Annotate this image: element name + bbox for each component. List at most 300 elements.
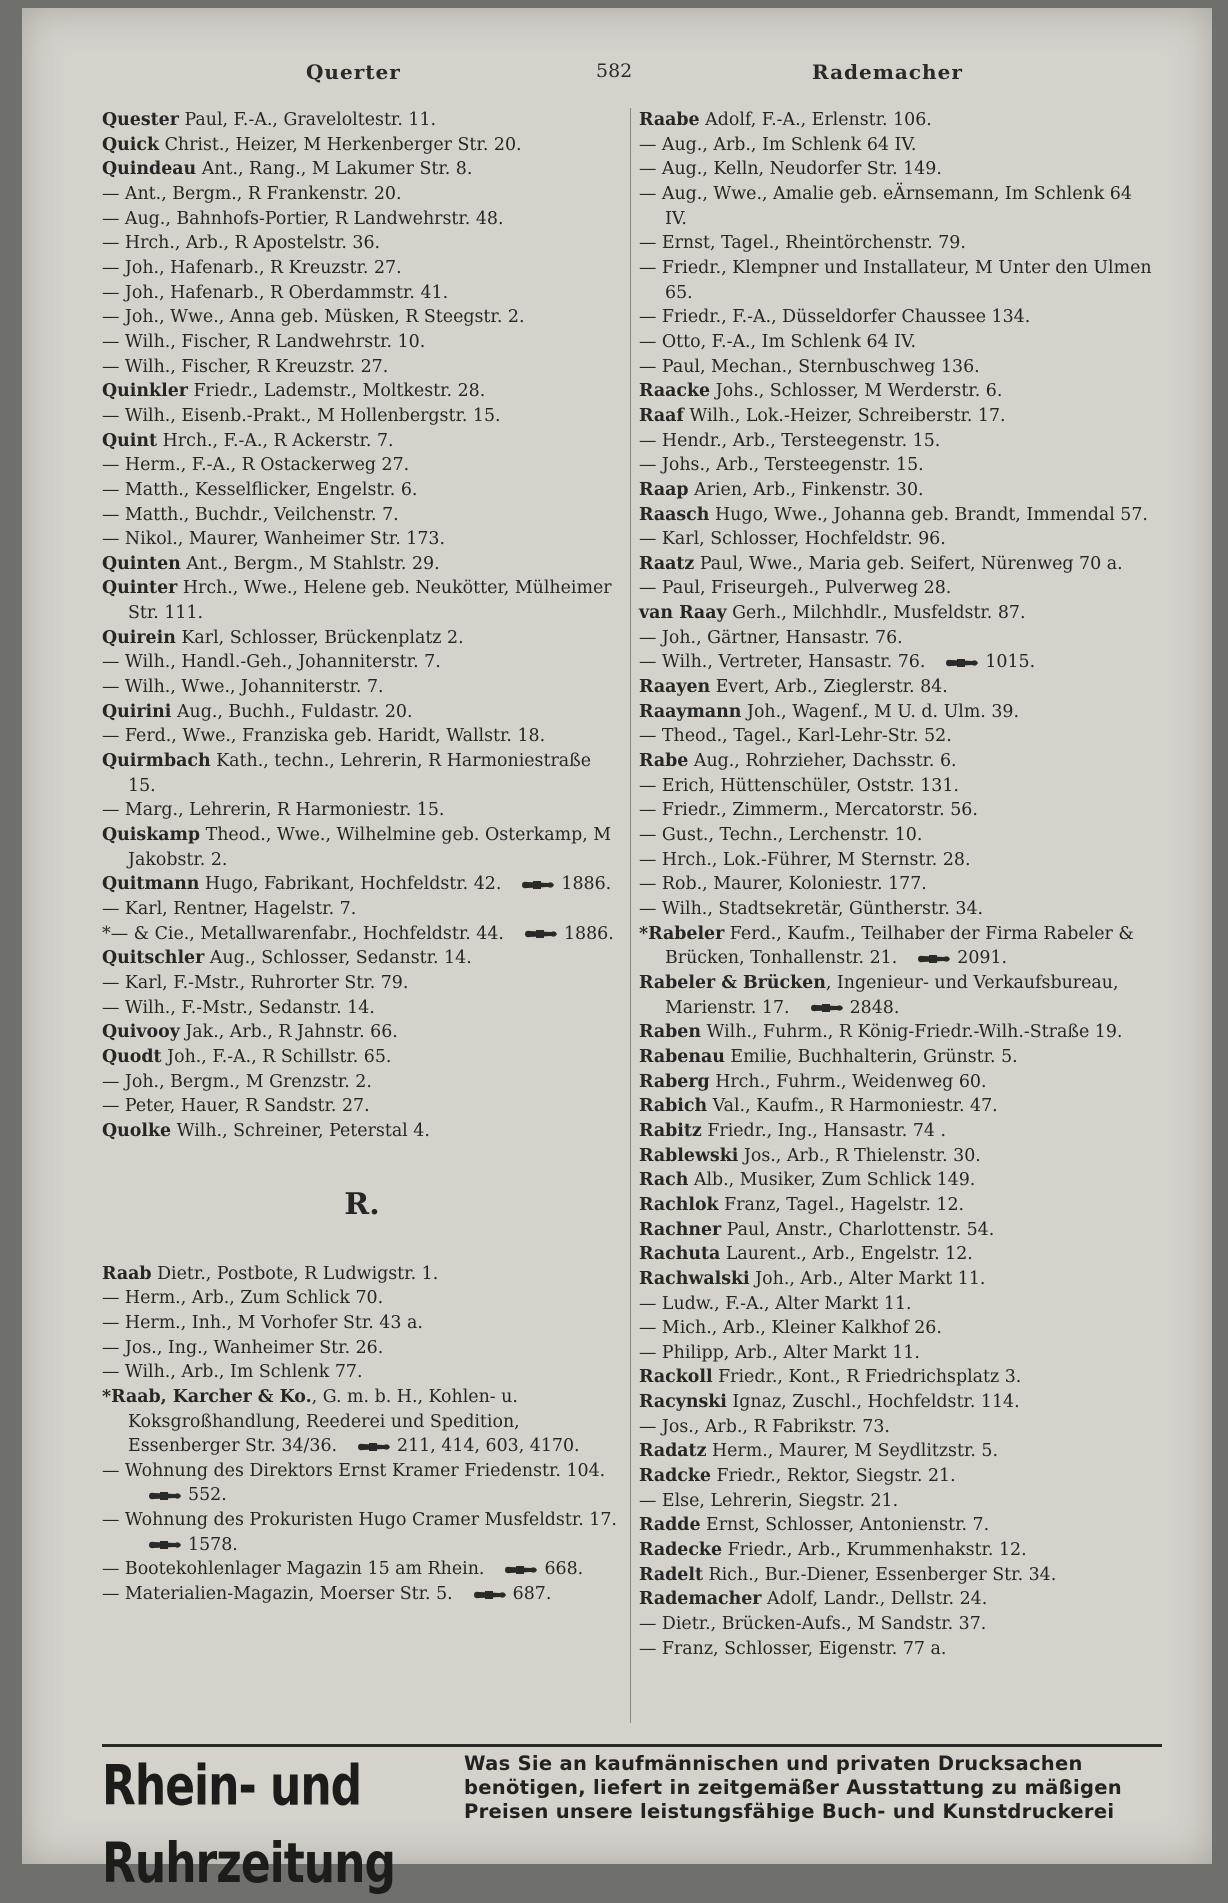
directory-entry [639, 1292, 1159, 1317]
directory-entry [639, 1365, 1159, 1390]
telephone-icon [524, 929, 558, 939]
entry-surname: Radatz [639, 1441, 707, 1462]
entry-details: — Herm., Inh., M Vorhofer Str. 43 a. [102, 1312, 423, 1333]
entry-surname: van Raay [639, 603, 727, 624]
directory-entry [639, 971, 1159, 1020]
entry-details: — Ant., Bergm., R Frankenstr. 20. [102, 183, 402, 204]
phone-number: 668. [544, 1559, 584, 1580]
entry-surname: *Raab, Karcher & Ko. [102, 1386, 312, 1407]
entry-surname: Quirini [102, 701, 172, 722]
ad-line: Preisen unsere leistungsfähige Buch- und Kunstdruckerei [464, 1800, 1115, 1823]
entry-details: — Wilh., Handl.-Geh., Johanniterstr. 7. [102, 652, 441, 673]
entry-details: — Johs., Arb., Tersteegenstr. 15. [639, 455, 924, 476]
entry-surname: Quinkler [102, 381, 188, 402]
entry-details: — Jos., Arb., R Fabrikstr. 73. [639, 1416, 890, 1437]
directory-entry [639, 503, 1159, 528]
entry-surname: Raab [102, 1263, 152, 1284]
entry-surname: Rabeler & Brücken [639, 972, 826, 993]
directory-entry [102, 724, 622, 749]
entry-surname: Raben [639, 1022, 701, 1043]
entry-details: Aug., Buchh., Fuldastr. 20. [171, 701, 413, 722]
entry-details: — Hrch., Arb., R Apostelstr. 36. [102, 233, 381, 254]
footer-rule [102, 1744, 1162, 1747]
directory-entry [639, 231, 1159, 256]
entry-details: — Ferd., Wwe., Franziska geb. Haridt, Wallstr. 18. [102, 726, 546, 747]
entry-details: — Jos., Ing., Wanheimer Str. 26. [102, 1337, 384, 1358]
entry-details: — Friedr., Klempner und Installateur, M Unter den Ulmen 65. [639, 257, 1152, 303]
entry-surname: Quester [102, 110, 179, 130]
directory-entry [102, 281, 622, 306]
entry-surname: Raap [639, 479, 689, 500]
entry-details: — Philipp, Arb., Alter Markt 11. [639, 1342, 920, 1363]
directory-entry [639, 108, 1159, 133]
entry-details: — Marg., Lehrerin, R Harmoniestr. 15. [102, 800, 445, 821]
directory-entry [102, 1360, 622, 1385]
section-letter-heading: R. [344, 1186, 380, 1222]
entry-surname: Rachuta [639, 1244, 721, 1265]
entry-surname: Radelt [639, 1564, 703, 1585]
entry-details: Adolf, Landr., Dellstr. 24. [761, 1589, 988, 1610]
directory-entry [102, 182, 622, 207]
directory-entry [102, 1262, 622, 1287]
directory-entry [102, 823, 622, 872]
directory-entry [639, 848, 1159, 873]
directory-entry [639, 453, 1159, 478]
entry-details: — Hrch., Lok.-Führer, M Sternstr. 28. [639, 849, 971, 870]
entry-surname: Rabitz [639, 1120, 702, 1141]
directory-entry [102, 1557, 622, 1582]
entry-surname: Rackoll [639, 1367, 713, 1388]
entry-details: Gerh., Milchhdlr., Musfeldstr. 87. [726, 603, 1026, 624]
entry-details: Evert, Arb., Zieglerstr. 84. [710, 677, 948, 698]
entry-surname: Rabich [639, 1096, 708, 1117]
entry-details: — Friedr., Zimmerm., Mercatorstr. 56. [639, 800, 978, 821]
entry-details: Rich., Bur.-Diener, Essenberger Str. 34. [702, 1564, 1057, 1585]
phone-number: 1886. [563, 923, 614, 944]
entry-details: — Else, Lehrerin, Siegstr. 21. [639, 1490, 899, 1511]
directory-entry [639, 798, 1159, 823]
entry-details: Herm., Maurer, M Seydlitzstr. 5. [706, 1441, 999, 1462]
entry-details: — Aug., Arb., Im Schlenk 64 IV. [639, 134, 917, 155]
entry-details: Jak., Arb., R Jahnstr. 66. [179, 1022, 398, 1043]
entry-details: Theod., Wwe., Wilhelmine geb. Osterkamp, M Jakobstr. 2. [128, 825, 612, 870]
entry-surname: Quodt [102, 1046, 162, 1067]
directory-entry [102, 872, 622, 897]
directory-entry [639, 922, 1159, 971]
entry-surname: Racynski [639, 1392, 727, 1413]
entry-details: Hrch., Wwe., Helene geb. Neukötter, Mülheimer Str. 111. [128, 578, 612, 624]
entry-details: Hrch., F.-A., R Ackerstr. 7. [157, 430, 394, 451]
telephone-icon [945, 658, 979, 668]
entry-details: — Paul, Mechan., Sternbuschweg 136. [639, 356, 980, 377]
ad-line: benötigen, liefert in zeitgemäßer Ausstattung zu mäßigen [464, 1776, 1122, 1799]
entry-details: — Matth., Buchdr., Veilchenstr. 7. [102, 504, 399, 525]
directory-entry [639, 823, 1159, 848]
directory-entry [639, 1267, 1159, 1292]
entry-surname: Rach [639, 1170, 689, 1191]
directory-entry [102, 1045, 622, 1070]
entry-details: — Karl, F.-Mstr., Ruhrorter Str. 79. [102, 972, 409, 993]
entry-surname: Quick [102, 134, 160, 155]
entry-details: — Joh., Hafenarb., R Kreuzstr. 27. [102, 257, 402, 278]
directory-entry [102, 700, 622, 725]
entry-surname: Quindeau [102, 159, 197, 180]
ad-line: Was Sie an kaufmännischen und privaten Drucksachen [464, 1752, 1083, 1775]
entry-details: Paul, F.-A., Graveloltestr. 11. [178, 110, 437, 130]
directory-entry [639, 330, 1159, 355]
entry-details: Kath., techn., Lehrerin, R Harmoniestraße 15. [128, 751, 592, 796]
entry-surname: Raacke [639, 381, 711, 402]
entry-details: — Mich., Arb., Kleiner Kalkhof 26. [639, 1318, 942, 1339]
directory-entry [102, 1286, 622, 1311]
entry-details: Emilie, Buchhalterin, Grünstr. 5. [724, 1046, 1018, 1067]
directory-entry [639, 404, 1159, 429]
advertisement-text [464, 1752, 1164, 1824]
directory-entry [639, 1341, 1159, 1366]
directory-entry [102, 749, 622, 798]
entry-details: — Nikol., Maurer, Wanheimer Str. 173. [102, 529, 445, 550]
directory-entry [639, 1218, 1159, 1243]
entry-details: — Ludw., F.-A., Alter Markt 11. [639, 1293, 912, 1314]
directory-entry [639, 1612, 1159, 1637]
directory-entry [639, 897, 1159, 922]
directory-entry [102, 1385, 622, 1459]
entry-details: Friedr., Lademstr., Moltkestr. 28. [187, 381, 486, 402]
directory-entry [639, 700, 1159, 725]
directory-entry [102, 1094, 622, 1119]
entry-details: — Aug., Bahnhofs-Portier, R Landwehrstr. 48. [102, 208, 504, 229]
directory-entry [102, 897, 622, 922]
directory-entry [102, 305, 622, 330]
directory-entry [639, 1144, 1159, 1169]
entry-details: — Wohnung des Direktors Ernst Kramer Friedenstr. 104. [102, 1460, 606, 1481]
entry-details: — Otto, F.-A., Im Schlenk 64 IV. [639, 331, 917, 352]
directory-entry [639, 1464, 1159, 1489]
entry-details: — Wilh., F.-Mstr., Sedanstr. 14. [102, 997, 375, 1018]
column-divider [630, 108, 631, 1723]
directory-entry [639, 355, 1159, 380]
phone-number: 2848. [849, 997, 900, 1018]
directory-entry [639, 1193, 1159, 1218]
directory-entry [102, 330, 622, 355]
right-column [639, 108, 1159, 1661]
entry-details: — Gust., Techn., Lerchenstr. 10. [639, 825, 923, 846]
directory-entry [102, 576, 622, 625]
entry-details: Paul, Anstr., Charlottenstr. 54. [721, 1219, 995, 1240]
directory-entry [102, 157, 622, 182]
entry-surname: Rachner [639, 1219, 722, 1240]
entry-details: — Wilh., Wwe., Johanniterstr. 7. [102, 677, 384, 698]
directory-entry [102, 108, 622, 133]
phone-number: 552. [188, 1485, 227, 1506]
entry-details: — Wilh., Eisenb.-Prakt., M Hollenbergstr. 15. [102, 405, 501, 426]
entry-details: Johs., Schlosser, M Werderstr. 6. [710, 381, 1003, 402]
entry-details: — Wilh., Vertreter, Hansastr. 76. [639, 652, 926, 673]
directory-entry [102, 1508, 622, 1557]
entry-details: — Dietr., Brücken-Aufs., M Sandstr. 37. [639, 1614, 987, 1635]
directory-entry [102, 971, 622, 996]
entry-surname: Raabe [639, 110, 700, 130]
entry-surname: Radecke [639, 1540, 723, 1561]
phone-number: 1015. [985, 652, 1036, 673]
entry-details: — Matth., Kesselflicker, Engelstr. 6. [102, 479, 418, 500]
directory-entry [102, 429, 622, 454]
telephone-icon [357, 1442, 391, 1452]
entry-details: — Joh., Gärtner, Hansastr. 76. [639, 627, 903, 648]
directory-entry [639, 133, 1159, 158]
directory-entry [639, 872, 1159, 897]
entry-details: Hugo, Fabrikant, Hochfeldstr. 42. [199, 874, 502, 895]
directory-entry [102, 355, 622, 380]
entry-details: Ant., Rang., M Lakumer Str. 8. [196, 159, 473, 180]
entry-details: — Herm., Arb., Zum Schlick 70. [102, 1288, 384, 1309]
entry-details: — Ernst, Tagel., Rheintörchenstr. 79. [639, 233, 966, 254]
entry-surname: Rabenau [639, 1046, 725, 1067]
entry-details: — Peter, Hauer, R Sandstr. 27. [102, 1096, 370, 1117]
advertisement-footer [22, 1744, 1212, 1896]
directory-entry [639, 1637, 1159, 1662]
entry-details: , Ingenieur- und Verkaufsbureau, Marienstr. 17. [665, 972, 1119, 1018]
entry-details: Ant., Bergm., M Stahlstr. 29. [180, 553, 440, 574]
directory-entry [639, 182, 1159, 231]
directory-entry [102, 1582, 622, 1607]
directory-entry [102, 675, 622, 700]
directory-entry [639, 1094, 1159, 1119]
directory-entry [639, 1587, 1159, 1612]
entry-details: Wilh., Schreiner, Peterstal 4. [171, 1120, 430, 1141]
entry-details: Paul, Wwe., Maria geb. Seifert, Nürenweg 70 a. [694, 553, 1123, 574]
directory-entry [639, 774, 1159, 799]
entry-details: Ferd., Kaufm., Teilhaber der Firma Rabeler & Brücken, Tonhallenstr. 21. [665, 923, 1134, 969]
entry-surname: Raatz [639, 553, 695, 574]
entry-details: Joh., Arb., Alter Markt 11. [749, 1268, 986, 1289]
directory-entry [639, 576, 1159, 601]
directory-entry [639, 1242, 1159, 1267]
entry-surname: Quitmann [102, 874, 200, 895]
entry-surname: Quinten [102, 553, 181, 574]
entry-surname: Raaf [639, 405, 684, 426]
entry-details: Friedr., Ing., Hansastr. 74 . [701, 1120, 947, 1141]
header-left-keyword: Querter [306, 60, 401, 84]
directory-entry [639, 1538, 1159, 1563]
entry-surname: Quolke [102, 1120, 172, 1141]
entry-surname: Quitschler [102, 948, 205, 969]
directory-entry [639, 626, 1159, 651]
directory-entry [102, 404, 622, 429]
entry-surname: Radde [639, 1515, 701, 1536]
entry-details: Karl, Schlosser, Brückenplatz 2. [175, 627, 464, 648]
page-header [22, 60, 1212, 90]
entry-details: — Wilh., Fischer, R Kreuzstr. 27. [102, 356, 389, 377]
directory-entry [639, 1045, 1159, 1070]
directory-entry [639, 1390, 1159, 1415]
entry-surname: Quinter [102, 578, 178, 599]
directory-entry [102, 996, 622, 1021]
entry-details: Wilh., Lok.-Heizer, Schreiberstr. 17. [683, 405, 1006, 426]
directory-entry [102, 626, 622, 651]
telephone-icon [504, 1565, 538, 1575]
entry-details: Christ., Heizer, M Herkenberger Str. 20. [159, 134, 522, 155]
directory-entry [102, 946, 622, 971]
entry-surname: Quiskamp [102, 825, 201, 846]
directory-entry [639, 305, 1159, 330]
entry-details: Dietr., Postbote, R Ludwigstr. 1. [151, 1263, 439, 1284]
entry-details: Aug., Rohrzieher, Dachsstr. 6. [688, 751, 957, 772]
telephone-icon [473, 1590, 507, 1600]
entry-details: — Aug., Wwe., Amalie geb. eÄrnsemann, Im Schlenk 64 IV. [639, 183, 1132, 229]
newspaper-logo: Rhein- und Ruhrzeitung [102, 1754, 395, 1896]
directory-entry [102, 133, 622, 158]
directory-entry [639, 1415, 1159, 1440]
entry-details: — Materialien-Magazin, Moerser Str. 5. [102, 1584, 453, 1605]
entry-details: Wilh., Fuhrm., R König-Friedr.-Wilh.-Straße 19. [701, 1022, 1123, 1043]
entry-details: , G. m. b. H., Kohlen- u. Koksgroßhandlung, Reederei und Spedition, Essenberger Str. 34/36. [128, 1386, 520, 1457]
entry-details: Ernst, Schlosser, Antonienstr. 7. [700, 1515, 990, 1536]
directory-entry [639, 552, 1159, 577]
entry-details: *— & Cie., Metallwarenfabr., Hochfeldstr. 44. [102, 923, 504, 944]
header-right-keyword: Rademacher [812, 60, 963, 84]
telephone-icon [521, 880, 555, 890]
directory-entry [639, 1119, 1159, 1144]
directory-entry [102, 379, 622, 404]
entry-surname: Quivooy [102, 1022, 180, 1043]
entry-details: Adolf, F.-A., Erlenstr. 106. [699, 110, 932, 130]
entry-details: — Joh., Wwe., Anna geb. Müsken, R Steegstr. 2. [102, 307, 525, 328]
entry-details: Laurent., Arb., Engelstr. 12. [720, 1244, 973, 1265]
entry-details: — Herm., F.-A., R Ostackerweg 27. [102, 455, 410, 476]
directory-entry [639, 379, 1159, 404]
phone-number: 2091. [957, 948, 1008, 969]
directory-entry [639, 724, 1159, 749]
entry-details: — Joh., Bergm., M Grenzstr. 2. [102, 1071, 372, 1092]
directory-entry [102, 552, 622, 577]
entry-details: — Karl, Schlosser, Hochfeldstr. 96. [639, 529, 946, 550]
entry-details: Joh., F.-A., R Schillstr. 65. [161, 1046, 392, 1067]
directory-entry [102, 231, 622, 256]
directory-entry [102, 478, 622, 503]
entry-surname: Rabe [639, 751, 689, 772]
entry-details: — Erich, Hüttenschüler, Oststr. 131. [639, 775, 959, 796]
directory-entry [639, 1489, 1159, 1514]
phone-number: 211, 414, 603, 4170. [397, 1436, 580, 1457]
directory-entry [102, 922, 622, 947]
directory-entry [639, 1020, 1159, 1045]
directory-entry [639, 429, 1159, 454]
phone-number: 687. [512, 1584, 552, 1605]
entry-details: Friedr., Rektor, Siegstr. 21. [710, 1466, 956, 1487]
entry-details: — Aug., Kelln, Neudorfer Str. 149. [639, 159, 942, 180]
entry-details: Ignaz, Zuschl., Hochfeldstr. 114. [726, 1392, 1020, 1413]
entry-details: Franz, Tagel., Hagelstr. 12. [718, 1194, 965, 1215]
entry-details: — Hendr., Arb., Tersteegenstr. 15. [639, 430, 941, 451]
entry-details: Friedr., Kont., R Friedrichsplatz 3. [712, 1367, 1022, 1388]
entry-details: — Franz, Schlosser, Eigenstr. 77 a. [639, 1638, 947, 1659]
directory-entry [639, 1439, 1159, 1464]
entry-details: — Joh., Hafenarb., R Oberdammstr. 41. [102, 282, 449, 303]
directory-entry [639, 478, 1159, 503]
entry-details: — Wohnung des Prokuristen Hugo Cramer Musfeldstr. 17. [102, 1510, 617, 1531]
telephone-icon [917, 954, 951, 964]
entry-surname: Raasch [639, 504, 710, 525]
entry-surname: Quirein [102, 627, 176, 648]
directory-entry [639, 527, 1159, 552]
directory-entry [102, 798, 622, 823]
entry-details: Hugo, Wwe., Johanna geb. Brandt, Immendal 57. [709, 504, 1148, 525]
entry-surname: Quint [102, 430, 158, 451]
directory-entry [102, 1020, 622, 1045]
entry-details: — Wilh., Arb., Im Schlenk 77. [102, 1362, 363, 1383]
entry-surname: Raayen [639, 677, 711, 698]
entry-details: — Wilh., Stadtsekretär, Güntherstr. 34. [639, 899, 984, 919]
entry-surname: Quirmbach [102, 751, 211, 772]
entry-details: Friedr., Arb., Krummenhakstr. 12. [722, 1540, 1027, 1561]
phone-number: 1578. [188, 1534, 238, 1555]
directory-entry [639, 1070, 1159, 1095]
directory-entry [639, 256, 1159, 305]
directory-entry [639, 650, 1159, 675]
telephone-icon [810, 1003, 844, 1013]
entry-details: — Rob., Maurer, Koloniestr. 177. [639, 874, 927, 895]
entry-details: Jos., Arb., R Thielenstr. 30. [738, 1145, 981, 1166]
entry-details: Val., Kaufm., R Harmoniestr. 47. [707, 1096, 998, 1117]
entry-details: Joh., Wagenf., M U. d. Ulm. 39. [741, 701, 1020, 722]
directory-entry [102, 650, 622, 675]
entry-surname: Raberg [639, 1071, 710, 1092]
entry-surname: Rademacher [639, 1589, 762, 1610]
directory-entry [102, 207, 622, 232]
entry-surname: *Rabeler [639, 923, 725, 944]
directory-entry [639, 1563, 1159, 1588]
directory-page [22, 8, 1212, 1896]
entry-details: — Paul, Friseurgeh., Pulverweg 28. [639, 578, 952, 599]
entry-surname: Radcke [639, 1466, 711, 1487]
entry-details: — Wilh., Fischer, R Landwehrstr. 10. [102, 331, 426, 352]
page-number: 582 [596, 60, 633, 82]
directory-entry [102, 1459, 622, 1508]
directory-entry [639, 601, 1159, 626]
directory-entry [639, 1168, 1159, 1193]
telephone-icon [148, 1540, 182, 1550]
entry-details: — Bootekohlenlager Magazin 15 am Rhein. [102, 1559, 485, 1580]
directory-entry [639, 157, 1159, 182]
entry-details: — Theod., Tagel., Karl-Lehr-Str. 52. [639, 726, 952, 747]
directory-entry [102, 503, 622, 528]
phone-number: 1886. [561, 874, 612, 895]
directory-entry [102, 1311, 622, 1336]
telephone-icon [148, 1491, 182, 1501]
entry-details: Arien, Arb., Finkenstr. 30. [688, 479, 924, 500]
directory-entry [102, 1119, 622, 1144]
directory-entry [102, 527, 622, 552]
directory-entry [102, 1336, 622, 1361]
entry-surname: Rablewski [639, 1145, 739, 1166]
directory-entry [639, 1513, 1159, 1538]
entry-details: — Friedr., F.-A., Düsseldorfer Chaussee 134. [639, 307, 1031, 328]
entry-details: — Karl, Rentner, Hagelstr. 7. [102, 899, 357, 919]
entry-details: Alb., Musiker, Zum Schlick 149. [688, 1170, 976, 1191]
entry-details: Hrch., Fuhrm., Weidenweg 60. [709, 1071, 987, 1092]
directory-entry [102, 1070, 622, 1095]
directory-entry [639, 675, 1159, 700]
directory-entry [102, 453, 622, 478]
entry-details: Aug., Schlosser, Sedanstr. 14. [204, 948, 472, 969]
left-column [102, 108, 622, 1607]
directory-entry [639, 749, 1159, 774]
entry-surname: Raaymann [639, 701, 742, 722]
directory-entry [102, 256, 622, 281]
directory-entry [639, 1316, 1159, 1341]
entry-surname: Rachlok [639, 1194, 719, 1215]
